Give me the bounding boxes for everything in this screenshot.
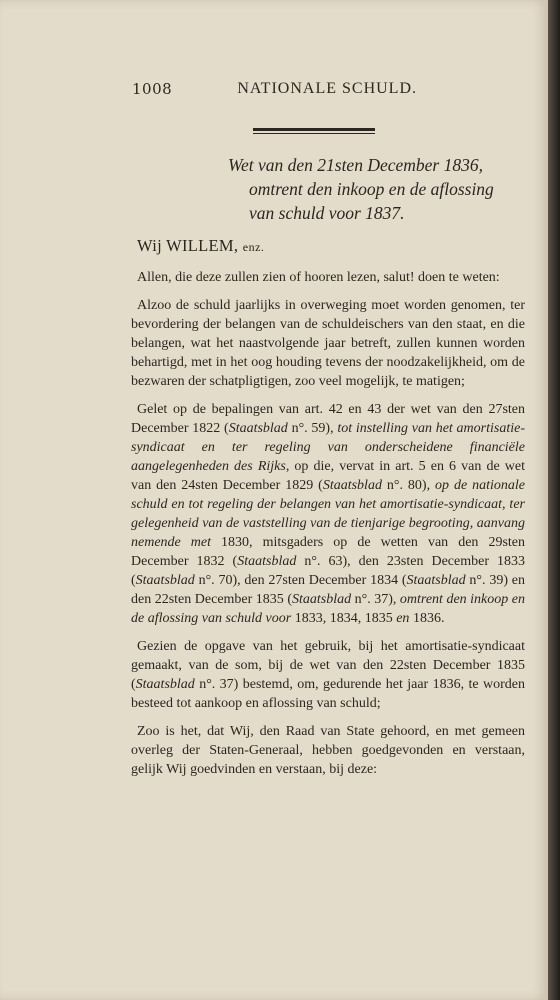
text-run: n°. 37) bestemd, om, gedurende het jaar 1836, te worden besteed tot aankoop en aflossing van schuld; <box>131 677 525 711</box>
royal-enz: enz. <box>242 240 265 254</box>
paragraph-references <box>131 400 525 628</box>
italic-run: tot instelling van het amortisatie-syndicaat en ter regeling van onderscheidene financiële aangelegenheden des Rijks <box>131 421 525 474</box>
italic-run: Staatsblad <box>406 573 466 588</box>
italic-run: omtrent den inkoop en de aflossing van schuld voor <box>131 592 525 626</box>
italic-run: Staatsblad <box>228 421 288 436</box>
page-edge <box>548 0 560 1000</box>
italic-run: op de nationale schuld en tot regeling der belangen van het amortisatie-syndicaat, ter gelegenheid van de vaststelling van de tienjarige begrooting, aanvang nemende met <box>131 478 525 550</box>
italic-run: Staatsblad <box>135 677 195 692</box>
law-title-line-2: omtrent den inkoop en de aflossing <box>249 179 494 199</box>
section-rule <box>253 128 375 131</box>
text-run: n°. 37), <box>351 592 400 607</box>
text-run: n°. 39) en den 22sten December 1835 ( <box>131 573 525 607</box>
text-run: n°. 70), den 27sten December 1834 ( <box>194 573 407 588</box>
law-body <box>131 236 525 788</box>
paragraph-usage <box>131 637 525 713</box>
text-run: , op die, vervat in art. 5 en 6 van de wet van den 24sten December 1829 ( <box>131 459 525 493</box>
italic-run: Staatsblad <box>135 573 195 588</box>
law-title <box>228 153 528 225</box>
running-title: NATIONALE SCHULD. <box>237 80 417 97</box>
royal-intro <box>137 236 525 257</box>
text-run: 1830, mitsgaders op de wetten van den 29sten December 1832 ( <box>131 535 526 569</box>
text-run: Gezien de opgave van het gebruik, bij het amortisatie-syndicaat gemaakt, van de som, bij de wet van den 22sten December 1835 ( <box>131 639 525 692</box>
paragraph-enactment: Zoo is het, dat Wij, den Raad van State gehoord, en met gemeen overleg der Staten-Generaal, hebben goedgevonden en verstaan, gelijk Wij goedvinden en verstaan, bij deze: <box>131 724 525 777</box>
law-title-line-1: Wet van den 21sten December 1836, <box>228 155 483 175</box>
italic-run: en <box>396 611 410 626</box>
text-run: 1833, 1834, 1835 <box>291 611 397 626</box>
text-run: n°. 80), <box>381 478 436 493</box>
italic-run: Staatsblad <box>322 478 382 493</box>
paragraph-greeting: Allen, die deze zullen zien of hooren lezen, salut! doen te weten: <box>137 270 500 285</box>
italic-run: Staatsblad <box>237 554 297 569</box>
text-run: Gelet op de bepalingen van art. 42 en 43 der wet van den 27sten December 1822 ( <box>131 402 525 436</box>
royal-name: Wij WILLEM, <box>137 236 239 255</box>
page-number: 1008 <box>132 80 173 98</box>
text-run: 1836. <box>409 611 445 626</box>
law-title-line-3: van schuld voor 1837. <box>249 203 405 223</box>
italic-run: Staatsblad <box>291 592 352 607</box>
text-run: n°. 63), den 23sten December 1833 ( <box>131 554 525 588</box>
paragraph-considerations: Alzoo de schuld jaarlijks in overweging moet worden genomen, ter bevordering der belangen van de schuldeischers van den staat, en die belangen, wat het naastvolgende jaar betreft, zullen kunnen worden behartigd, met in het oog houding tevens der noodzakelijkheid, om de bezwaren der schatpligtigen, zoo veel mogelijk, te matigen; <box>131 298 525 389</box>
text-run: n°. 59), <box>287 421 338 436</box>
